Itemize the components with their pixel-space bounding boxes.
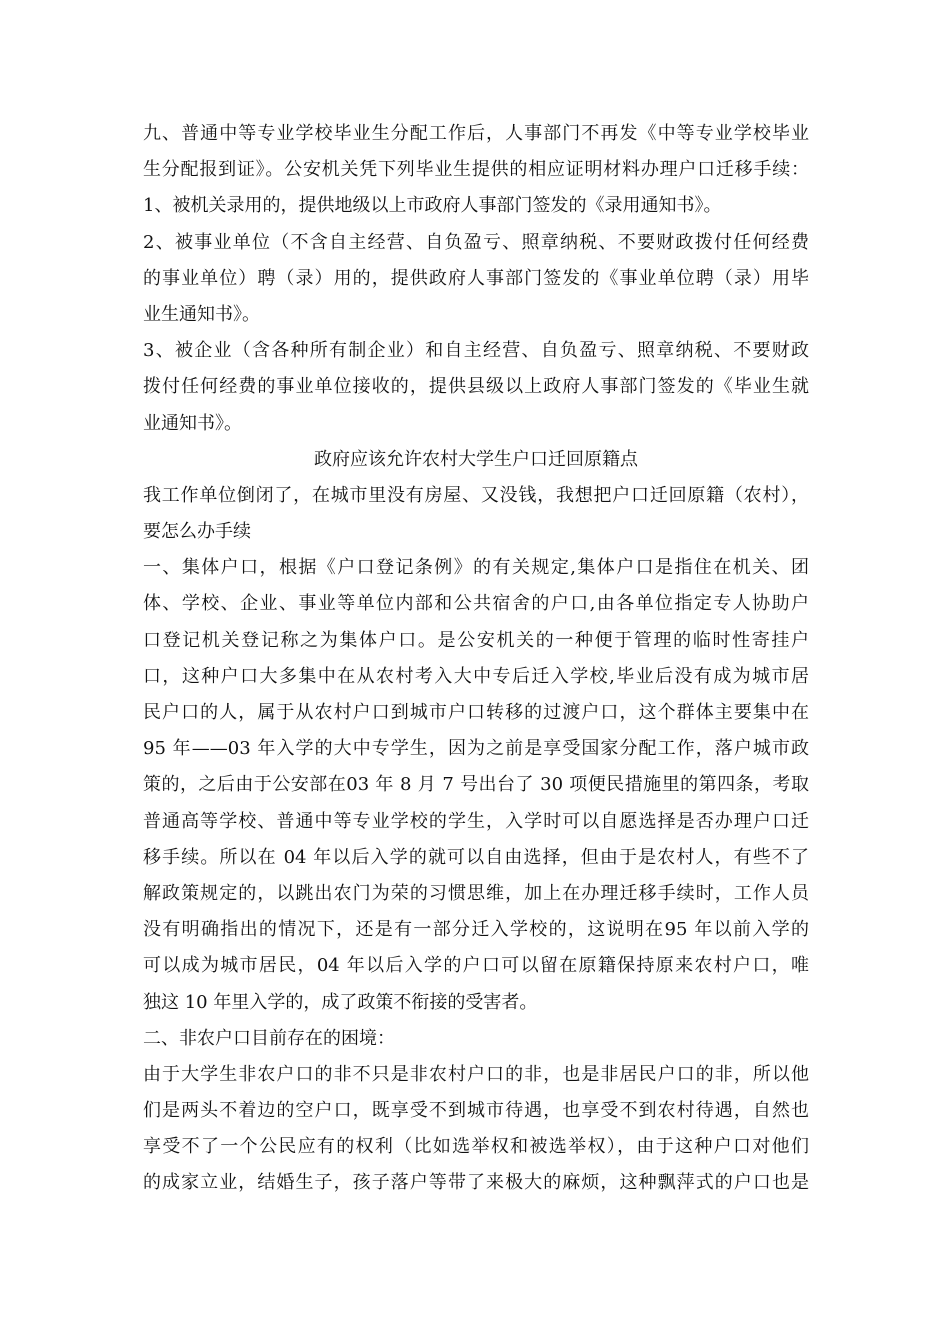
text-line: 解政策规定的，以跳出农门为荣的习惯思维，加上在办理迁移手续时，工作人员 (143, 882, 809, 904)
text-line: 95 年——03 年入学的大中专学生，因为之前是享受国家分配工作，落户城市政 (143, 738, 809, 760)
text-line: 的成家立业，结婚生子，孩子落户等带了来极大的麻烦，这种飘萍式的户口也是 (143, 1172, 809, 1194)
text-line: 策的，之后由于公安部在03 年 8 月 7 号出台了 30 项便民措施里的第四条，考取 (143, 774, 809, 796)
text-line: 二、非农户口目前存在的困境： (143, 1027, 395, 1049)
text-line: 没有明确指出的情况下，还是有一部分迁入学校的，这说明在95 年以前入学的 (143, 919, 809, 941)
text-line: 移手续。所以在 04 年以后入学的就可以自由选择，但由于是农村人，有些不了 (143, 846, 809, 868)
text-line: 我工作单位倒闭了，在城市里没有房屋、又没钱，我想把户口迁回原籍（农村）， (143, 484, 809, 506)
text-line: 要怎么办手续 (143, 521, 251, 543)
text-line: 民户口的人，属于从农村户口到城市户口转移的过渡户口，这个群体主要集中在 (143, 702, 809, 723)
text-line: 由于大学生非农户口的非不只是非农村户口的非，也是非居民户口的非，所以他 (143, 1063, 809, 1085)
text-line: 享受不了一个公民应有的权利（比如选举权和被选举权），由于这种户口对他们 (143, 1136, 809, 1158)
text-line: 1、被机关录用的，提供地级以上市政府人事部门签发的《录用通知书》。 (143, 195, 722, 217)
section-heading: 政府应该允许农村大学生户口迁回原籍点 (314, 448, 638, 470)
text-line: 独这 10 年里入学的，成了政策不衔接的受害者。 (143, 991, 538, 1013)
text-line: 3、被企业（含各种所有制企业）和自主经营、自负盈亏、照章纳税、不要财政 (143, 340, 809, 362)
text-line: 的事业单位）聘（录）用的，提供政府人事部门签发的《事业单位聘（录）用毕 (143, 267, 809, 289)
text-line: 拨付任何经费的事业单位接收的，提供县级以上政府人事部门签发的《毕业生就 (143, 376, 809, 398)
text-line: 体、学校、企业、事业等单位内部和公共宿舍的户口,由各单位指定专人协助户 (143, 593, 809, 615)
text-line: 口登记机关登记称之为集体户口。是公安机关的一种便于管理的临时性寄挂户 (143, 629, 809, 651)
text-line: 生分配报到证》。公安机关凭下列毕业生提供的相应证明材料办理户口迁移手续： (143, 159, 809, 181)
document-body (143, 116, 809, 1202)
text-line: 九、普通中等专业学校毕业生分配工作后，人事部门不再发《中等专业学校毕业 (143, 123, 809, 144)
text-line: 口，这种户口大多集中在从农村考入大中专后迁入学校,毕业后没有成为城市居 (143, 665, 809, 687)
text-line: 可以成为城市居民，04 年以后入学的户口可以留在原籍保持原来农村户口，唯 (143, 955, 809, 977)
text-line: 们是两头不着边的空户口，既享受不到城市待遇，也享受不到农村待遇，自然也 (143, 1100, 809, 1122)
text-line: 2、被事业单位（不含自主经营、自负盈亏、照章纳税、不要财政拨付任何经费 (143, 231, 809, 253)
text-line: 业生通知书》。 (143, 303, 260, 325)
text-line: 业通知书》。 (143, 412, 242, 434)
text-line: 普通高等学校、普通中等专业学校的学生，入学时可以自愿选择是否办理户口迁 (143, 810, 809, 832)
text-line: 一、集体户口，根据《户口登记条例》的有关规定,集体户口是指住在机关、团 (143, 557, 809, 579)
